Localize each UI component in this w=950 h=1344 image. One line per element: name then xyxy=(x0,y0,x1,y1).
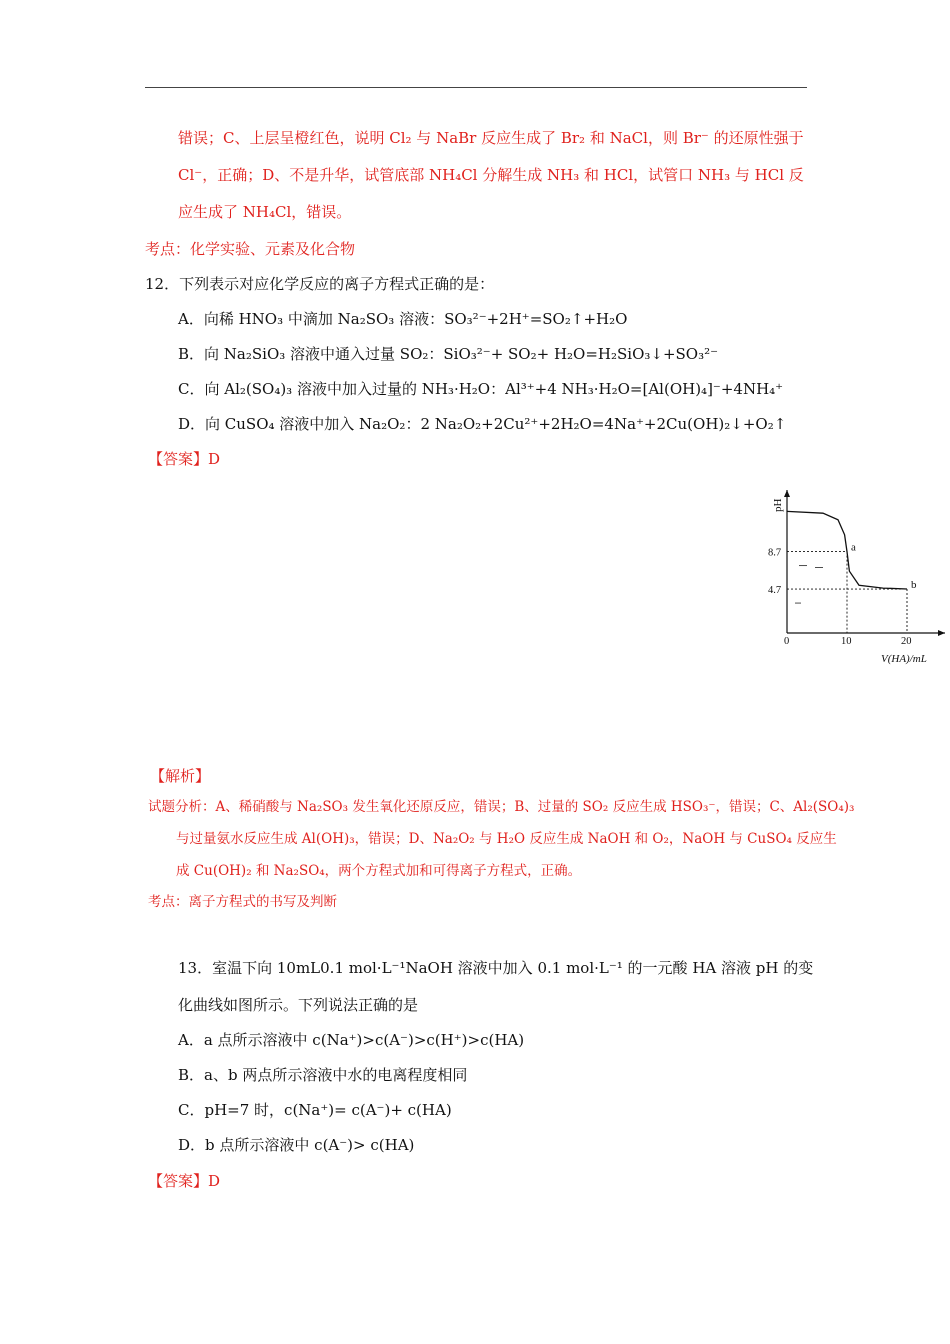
jiexi-line-3: 成 Cu(OH)₂ 和 Na₂SO₄，两个方程式加和可得离子方程式，正确。 xyxy=(176,863,582,879)
prev-analysis-line-3: 应生成了 NH₄Cl，错误。 xyxy=(178,203,352,221)
jiexi-kaodian: 考点：离子方程式的书写及判断 xyxy=(148,894,337,910)
point-label-a: a xyxy=(851,541,856,554)
x-axis-label: V(HA)/mL xyxy=(881,653,927,665)
y-tick-label-0: 8.7 xyxy=(768,547,782,559)
jiexi-title: 【解析】 xyxy=(150,767,211,785)
ph-titration-chart xyxy=(760,482,950,667)
q12-option-c: C．向 Al₂(SO₄)₃ 溶液中加入过量的 NH₃·H₂O：Al³⁺+4 NH₃·H₂O=[Al(OH)₄]⁻+4NH₄⁺ xyxy=(178,380,784,398)
x-tick-label-2: 20 xyxy=(901,636,912,647)
q13-option-d: D．b 点所示溶液中 c(A⁻)> c(HA) xyxy=(178,1136,415,1154)
jiexi-line-1: 试题分析：A、稀硝酸与 Na₂SO₃ 发生氧化还原反应，错误；B、过量的 SO₂ 反应生成 HSO₃⁻，错误；C、Al₂(SO₄)₃ xyxy=(148,799,855,815)
q12-option-b: B．向 Na₂SiO₃ 溶液中通入过量 SO₂：SiO₃²⁻+ SO₂+ H₂O=H₂SiO₃↓+SO₃²⁻ xyxy=(178,345,719,363)
x-tick-label-1: 10 xyxy=(841,636,852,647)
q12-answer: 【答案】D xyxy=(148,450,221,468)
q13-option-c: C．pH=7 时，c(Na⁺)= c(A⁻)+ c(HA) xyxy=(178,1101,452,1119)
q13-option-b: B．a、b 两点所示溶液中水的电离程度相同 xyxy=(178,1066,468,1084)
q13-stem-line-1: 13．室温下向 10mL0.1 mol·L⁻¹NaOH 溶液中加入 0.1 mol·L⁻¹ 的一元酸 HA 溶液 pH 的变 xyxy=(178,959,814,977)
q13-option-a: A．a 点所示溶液中 c(Na⁺)>c(A⁻)>c(H⁺)>c(HA) xyxy=(178,1031,525,1049)
y-axis-label: pH xyxy=(772,498,784,512)
q12-stem: 12．下列表示对应化学反应的离子方程式正确的是： xyxy=(145,275,495,293)
x-tick-label-0: 0 xyxy=(784,636,790,647)
q12-option-a: A．向稀 HNO₃ 中滴加 Na₂SO₃ 溶液：SO₃²⁻+2H⁺=SO₂↑+H₂O xyxy=(178,310,628,328)
header-rule xyxy=(145,87,807,88)
q13-stem-line-2: 化曲线如图所示。下列说法正确的是 xyxy=(178,996,419,1014)
prev-kaodian: 考点：化学实验、元素及化合物 xyxy=(145,240,356,258)
point-label-b: b xyxy=(911,579,917,592)
x-axis-arrow-icon xyxy=(938,630,945,636)
jiexi-line-2: 与过量氨水反应生成 Al(OH)₃，错误；D、Na₂O₂ 与 H₂O 反应生成 NaOH 和 O₂，NaOH 与 CuSO₄ 反应生 xyxy=(176,831,837,847)
prev-analysis-line-2: Cl⁻，正确；D、不是升华，试管底部 NH₄Cl 分解生成 NH₃ 和 HCl，试管口 NH₃ 与 HCl 反 xyxy=(178,166,804,184)
q12-option-d: D．向 CuSO₄ 溶液中加入 Na₂O₂：2 Na₂O₂+2Cu²⁺+2H₂O=4Na⁺+2Cu(OH)₂↓+O₂↑ xyxy=(178,415,787,433)
prev-analysis-line-1: 错误；C、上层呈橙红色，说明 Cl₂ 与 NaBr 反应生成了 Br₂ 和 NaCl，则 Br⁻ 的还原性强于 xyxy=(178,129,804,147)
y-tick-label-1: 4.7 xyxy=(768,585,782,597)
q13-answer: 【答案】D xyxy=(148,1172,221,1190)
y-axis-arrow-icon xyxy=(784,490,790,497)
